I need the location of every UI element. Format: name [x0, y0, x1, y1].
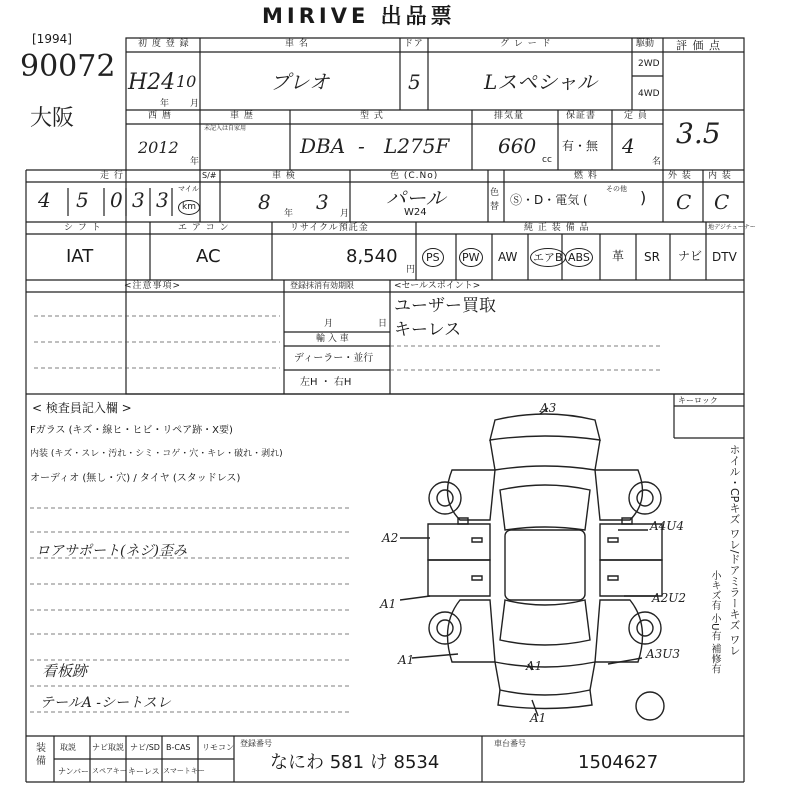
mileage-digit-3: 0: [110, 188, 123, 212]
damage-a2u2: A2U2: [652, 591, 687, 605]
exterior-label: 外 装: [668, 171, 692, 181]
car-name-label: 車 名: [285, 39, 309, 49]
capacity: 4: [622, 134, 635, 158]
color-change-label: 色替: [490, 188, 500, 212]
reg-day-unit: 日: [378, 319, 388, 329]
month-unit: 月: [190, 99, 200, 109]
mileage-label: 走 行: [100, 171, 124, 181]
footer-remote: リモコン: [202, 743, 234, 752]
mileage-digit-5: 3: [156, 188, 169, 212]
equipment-label: 純 正 装 備 品: [524, 223, 590, 233]
inspector-line-glass: Fガラス (キズ・線ヒ・ヒビ・リペア跡・X要): [30, 425, 233, 436]
seireki-unit: 年: [190, 157, 200, 167]
color: パール: [386, 186, 446, 210]
recycle-label: リサイクル預託金: [290, 223, 369, 233]
inspector-line-audio: オーディオ (無し・穴) / タイヤ (スタッドレス): [30, 473, 241, 484]
grade-label: グ レ ー ド: [500, 39, 552, 49]
footer-keyless: キーレス: [128, 767, 160, 776]
footer-navi-sd: ナビ/SD: [130, 743, 160, 752]
model-prefix: DBA: [300, 134, 346, 158]
warranty: 有・無: [562, 139, 599, 153]
sales-point-1: ユーザー買取: [394, 296, 496, 316]
model-year-code: [1994]: [32, 32, 72, 46]
sheet-title: MIRIVE 出品票: [262, 4, 456, 28]
shift: IAT: [66, 246, 94, 267]
equip-sunroof: SR: [644, 250, 660, 264]
score-label: 評 価 点: [676, 39, 721, 52]
damage-a1-bottom: A1: [530, 711, 547, 725]
venue: 大阪: [30, 106, 75, 131]
import-label: 輸 入 車: [316, 334, 349, 344]
history-label: 車 歴: [230, 111, 254, 121]
history-sub: 未記入は自家用: [204, 125, 247, 132]
inspector-label: < 検査員記入欄 >: [32, 401, 132, 415]
mileage-unit-mile: マイル: [178, 185, 199, 193]
capacity-label: 定 員: [624, 111, 648, 121]
first-reg-label: 初 度 登 録: [138, 39, 190, 49]
keylock-label: キーロック: [678, 396, 718, 405]
shift-label: シ フ ト: [64, 223, 102, 233]
reg-expiry-label: 登録抹消有効期限: [290, 281, 354, 290]
model-dash: -: [358, 134, 365, 158]
damage-a3u3: A3U3: [646, 647, 681, 661]
footer-smart-key: スマートキー: [163, 767, 205, 775]
reg-month-unit: 月: [324, 319, 334, 329]
first-reg-era: H24: [128, 70, 176, 95]
inspection-month: 3: [316, 190, 329, 214]
first-reg-month: 10: [176, 72, 197, 91]
mileage-digit-2: 5: [76, 188, 89, 212]
mileage-unit-km: km: [178, 200, 200, 215]
doors: 5: [408, 70, 421, 94]
seireki: 2012: [138, 138, 179, 157]
notes-label: <注意事項>: [124, 281, 182, 291]
capacity-unit: 名: [652, 157, 662, 167]
warranty-label: 保証書: [566, 111, 597, 121]
damage-legend: ホイル・CPキズ ワレ/ドアミラーキズ ワレ: [728, 444, 741, 657]
damage-a1-mid: A1: [526, 659, 543, 673]
damage-a4u4: A4U4: [650, 519, 685, 533]
tuner-label: 地デジチューナー: [708, 224, 756, 231]
sd-label: S/#: [202, 171, 217, 180]
equip-dtv: DTV: [712, 250, 737, 264]
inspection-year: 8: [258, 190, 271, 214]
model-label: 型 式: [360, 111, 384, 121]
equip-leather: 革: [612, 249, 625, 263]
ac: AC: [196, 246, 221, 267]
inspection-label: 車 検: [272, 171, 296, 181]
damage-a2-left: A2: [382, 531, 399, 545]
sales-point-label: <セールスポイント>: [394, 281, 481, 291]
interior-grade: C: [714, 190, 730, 214]
equip-pw: PW: [459, 248, 483, 267]
footer-spare-key: スペアキー: [92, 767, 127, 775]
footer-manual: 取説: [60, 743, 76, 752]
grade: Lスペシャル: [484, 70, 597, 94]
chassis-number: 1504627: [578, 752, 659, 773]
damage-a1-lower: A1: [398, 653, 415, 667]
footer-navi-manual: ナビ取説: [92, 743, 124, 752]
damage-a1-left: A1: [380, 597, 397, 611]
insp-month-unit: 月: [340, 209, 350, 219]
equip-airbag: エアB: [530, 248, 566, 267]
exterior-grade: C: [676, 190, 692, 214]
damage-legend-2: 小キズ有 小U有 補修有: [709, 570, 720, 674]
displacement-label: 排気量: [494, 111, 525, 121]
doors-label: ドア: [404, 39, 424, 49]
color-label: 色 (C.No): [390, 171, 439, 181]
color-code: W24: [404, 207, 427, 218]
plate-number: なにわ 581 け 8534: [270, 752, 440, 773]
car-damage-diagram: [400, 400, 700, 730]
fuel-other-label: その他: [606, 185, 627, 193]
footer-equip-label: 装備: [36, 743, 46, 767]
model-code: L275F: [384, 134, 450, 158]
equip-ps: PS: [422, 248, 444, 267]
inspector-note-3: テールA -シートスレ: [40, 695, 171, 711]
drive-label: 駆動: [636, 39, 655, 49]
inspector-note-1: ロアサポート(ネジ)歪み: [36, 543, 187, 559]
lot-number: 90072: [20, 49, 116, 84]
drive-4wd: 4WD: [638, 89, 660, 99]
seireki-label: 西 暦: [148, 111, 172, 121]
equip-aw: AW: [498, 250, 518, 264]
ac-label: エ ア コ ン: [178, 223, 230, 233]
mileage-digit-1: 4: [38, 188, 51, 212]
inspector-line-interior: 内装 (キズ・スレ・汚れ・シミ・コゲ・穴・キレ・破れ・剥れ): [30, 449, 283, 459]
interior-label: 内 装: [708, 171, 732, 181]
footer-plate-item: ナンバー: [58, 767, 90, 776]
fuel-label: 燃 料: [574, 171, 598, 181]
mileage-digit-4: 3: [132, 188, 145, 212]
score: 3.5: [676, 117, 721, 150]
footer-bcas: B-CAS: [166, 743, 191, 752]
equip-navi: ナビ: [678, 249, 703, 263]
damage-a3-top: A3: [540, 401, 557, 415]
fuel-close: ): [640, 188, 647, 207]
fuel: Ⓢ・D・電気 (: [510, 193, 588, 207]
disp-unit: cc: [542, 155, 552, 165]
steering-side: 左H ・ 右H: [300, 377, 352, 388]
chassis-label: 車台番号: [494, 739, 526, 748]
displacement: 660: [498, 134, 537, 158]
import-dealer: ディーラー・並行: [294, 353, 374, 364]
insp-year-unit: 年: [284, 209, 294, 219]
year-unit: 年: [160, 99, 170, 109]
equip-abs: ABS: [565, 248, 593, 267]
drive-2wd: 2WD: [638, 59, 660, 69]
inspector-note-2: 看板跡: [42, 662, 88, 680]
plate-label: 登録番号: [240, 739, 272, 748]
recycle-unit: 円: [406, 265, 416, 275]
recycle-fee: 8,540: [346, 246, 398, 267]
sales-point-2: キーレス: [394, 320, 462, 340]
car-name: プレオ: [270, 70, 330, 94]
